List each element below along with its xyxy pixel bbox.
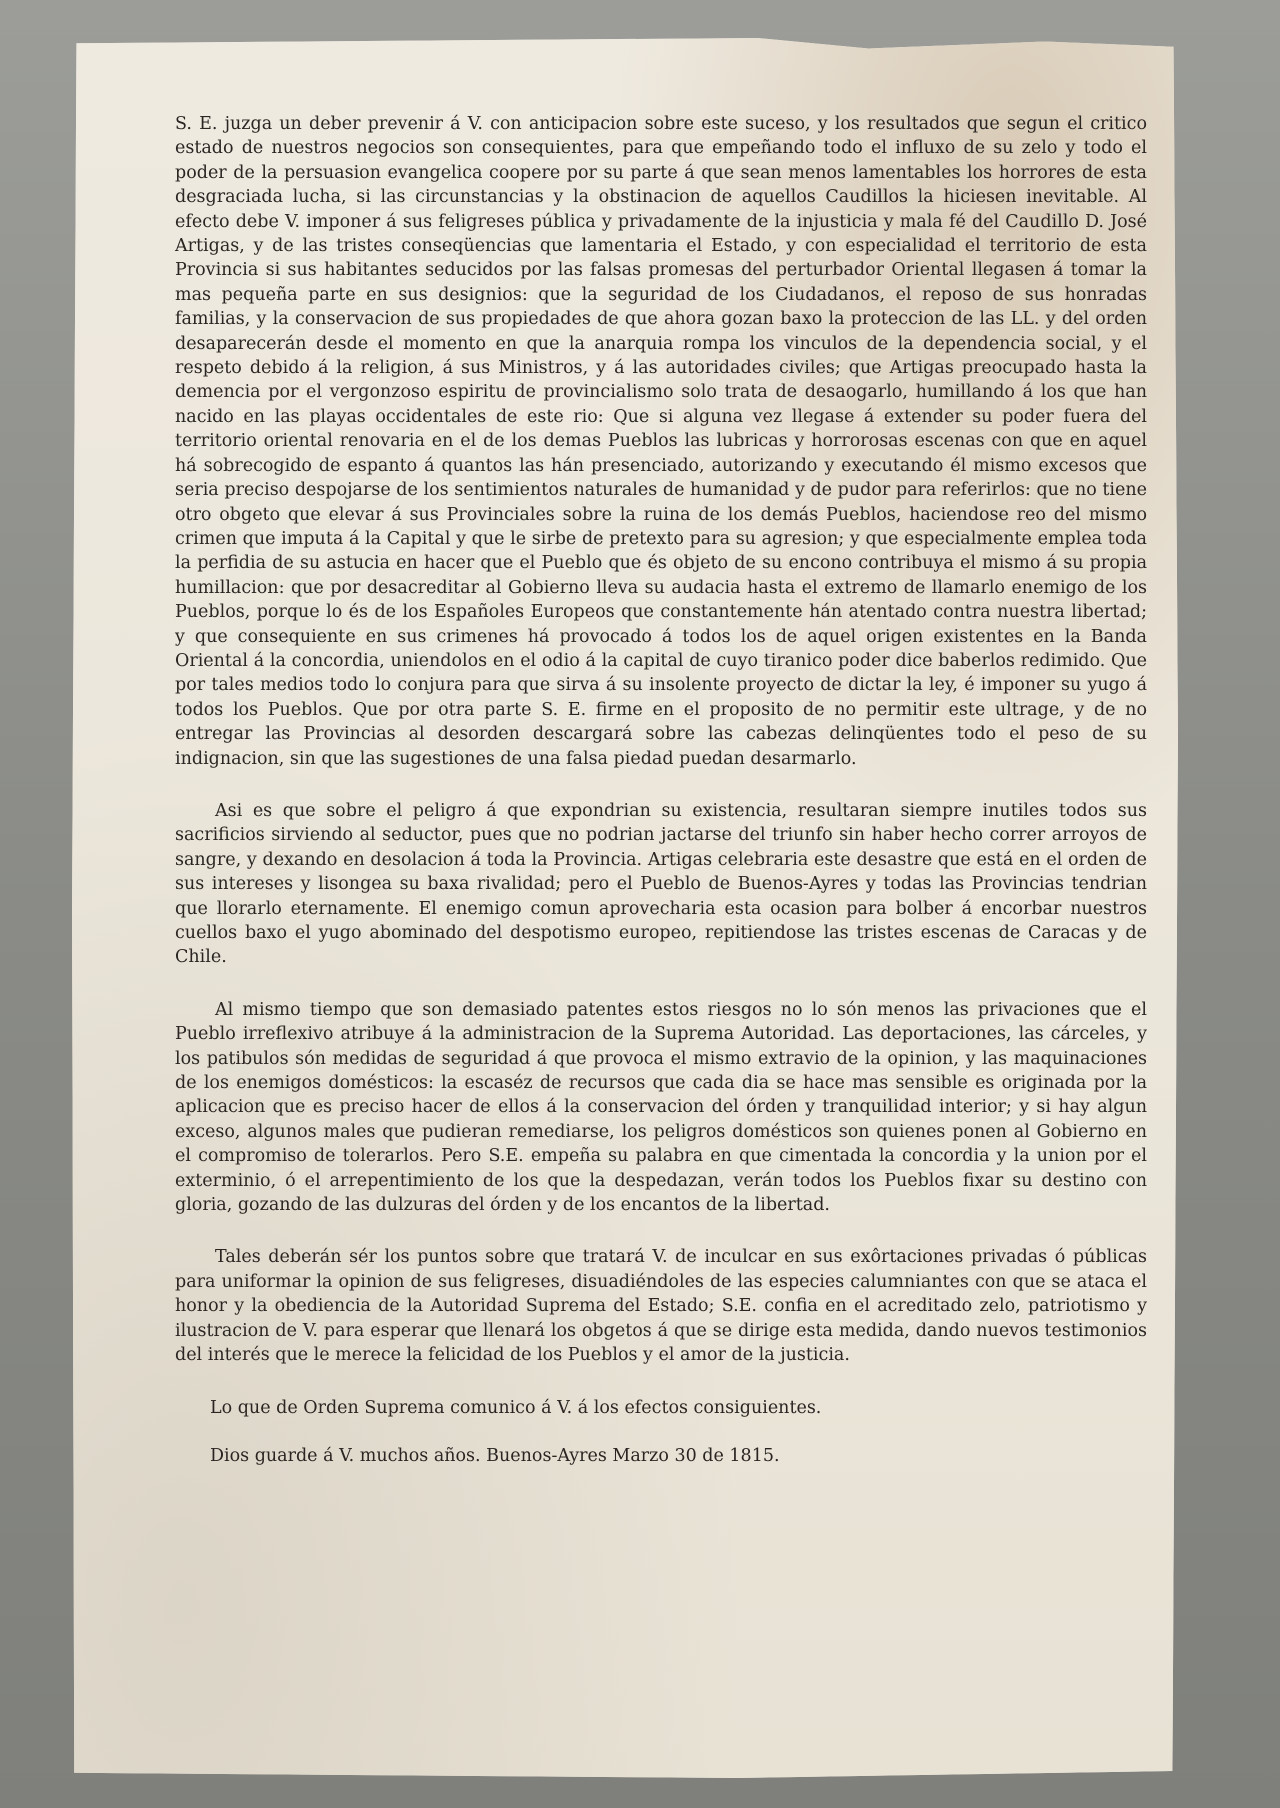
document-body xyxy=(175,112,1147,1468)
closing-line: Lo que de Orden Suprema comunico á V. á los efectos consiguientes. xyxy=(210,1397,822,1418)
date-line: Dios guarde á V. muchos años. Buenos-Ayres Marzo 30 de 1815. xyxy=(210,1445,780,1466)
paragraph-4: Tales deberán sér los puntos sobre que tratará V. de inculcar en sus exôrtaciones privadas ó públicas para uniformar la opinion de sus feligreses, disuadiéndoles de las especies calumniantes con que se ataca el honor y la obediencia de la Autoridad Suprema del Estado; S.E. confia en el acreditado zelo, patriotismo y ilustracion de V. para esperar que llenará los obgetos á que se dirige esta medida, dando nuevos testimonios del interés que le merece la felicidad de los Pueblos y el amor de la justicia. xyxy=(175,1247,1147,1366)
paragraph-2: Asi es que sobre el peligro á que expondrian su existencia, resultaran siempre inutiles todos sus sacrificios sirviendo al seductor, pues que no podrian jactarse del triunfo sin haber hecho correr arroyos de sangre, y dexando en desolacion á toda la Provincia. Artigas celebraria este desastre que está en el orden de sus intereses y lisongea su baxa rivalidad; pero el Pueblo de Buenos-Ayres y todas las Provincias tendrian que llorarlo eternamente. El enemigo comun aprovecharia esta ocasion para bolber á encorbar nuestros cuellos baxo el yugo abominado del despotismo europeo, repitiendose las tristes escenas de Caracas y de Chile. xyxy=(175,800,1147,968)
paragraph-1: S. E. juzga un deber prevenir á V. con anticipacion sobre este suceso, y los resultados que segun el critico estado de nuestros negocios son consequientes, para que empeñando todo el influxo de su zelo y todo el poder de la persuasion evangelica coopere por su parte á que sean menos lamentables los horrores de esta desgraciada lucha, si las circunstancias y la obstinacion de aquellos Caudillos la hiciesen inevitable. Al efecto debe V. imponer á sus feligreses pública y privadamente de la injusticia y mala fé del Caudillo D. José Artigas, y de las tristes conseqüencias que lamentaria el Estado, y con especialidad el territorio de esta Provincia si sus habitantes seducidos por las falsas promesas del perturbador Oriental llegasen á tomar la mas pequeña parte en sus designios: que la seguridad de los Ciudadanos, el reposo de sus honradas familias, y la conservacion de sus propiedades de que ahora gozan baxo la proteccion de las LL. y del orden desaparecerán desde el momento en que la anarquia rompa los vinculos de la dependencia social, y el respeto debido á la religion, á sus Ministros, y á las autoridades civiles; que Artigas preocupado hasta la demencia por el vergonzoso espiritu de provincialismo solo trata de desaogarlo, humillando á los que han nacido en las playas occidentales de este rio: Que si alguna vez llegase á extender su poder fuera del territorio oriental renovaria en el de los demas Pueblos las lubricas y horrorosas escenas con que en aquel há sobrecogido de espanto á quantos las hán presenciado, autorizando y executando él mismo excesos que seria preciso despojarse de los sentimientos naturales de humanidad y de pudor para referirlos: que no tiene otro obgeto que elevar á sus Provinciales sobre la ruina de los demás Pueblos, haciendose reo del mismo crimen que imputa á la Capital y que le sirbe de pretexto para su agresion; y que especialmente emplea toda la perfidia de su astucia en hacer que el Pueblo que és objeto de su encono contribuya el mismo á su propia humillacion: que por desacreditar al Gobierno lleva su audacia hasta el extremo de llamarlo enemigo de los Pueblos, porque lo és de los Españoles Europeos que constantemente hán atentado contra nuestra libertad; y que consequiente en sus crimenes há provocado á todos los de aquel origen existentes en la Banda Oriental á la concordia, uniendolos en el odio á la capital de cuyo tiranico poder dice baberlos redimido. Que por tales medios todo lo conjura para que sirva á su insolente proyecto de dictar la ley, é imponer su yugo á todos los Pueblos. Que por otra parte S. E. firme en el proposito de no permitir este ultrage, y de no entregar las Provincias al desorden descargará sobre las cabezas delinqüentes todo el peso de su indignacion, sin que las sugestiones de una falsa piedad puedan desarmarlo. xyxy=(175,114,1147,769)
paragraph-3: Al mismo tiempo que son demasiado patentes estos riesgos no lo són menos las privaciones que el Pueblo irreflexivo atribuye á la administracion de la Suprema Autoridad. Las deportaciones, las cárceles, y los patibulos són medidas de seguridad á que provoca el mismo extravio de la opinion, y las maquinaciones de los enemigos domésticos: la escaséz de recursos que cada dia se hace mas sensible es originada por la aplicacion que es preciso hacer de ellos á la conservacion del órden y tranquilidad interior; y si hay algun exceso, algunos males que pudieran remediarse, los peligros domésticos son quienes ponen al Gobierno en el compromiso de tolerarlos. Pero S.E. empeña su palabra en que cimentada la concordia y la union por el exterminio, ó el arrepentimiento de los que la despedazan, verán todos los Pueblos fixar su destino con gloria, gozando de las dulzuras del órden y de los encantos de la libertad. xyxy=(175,999,1147,1216)
